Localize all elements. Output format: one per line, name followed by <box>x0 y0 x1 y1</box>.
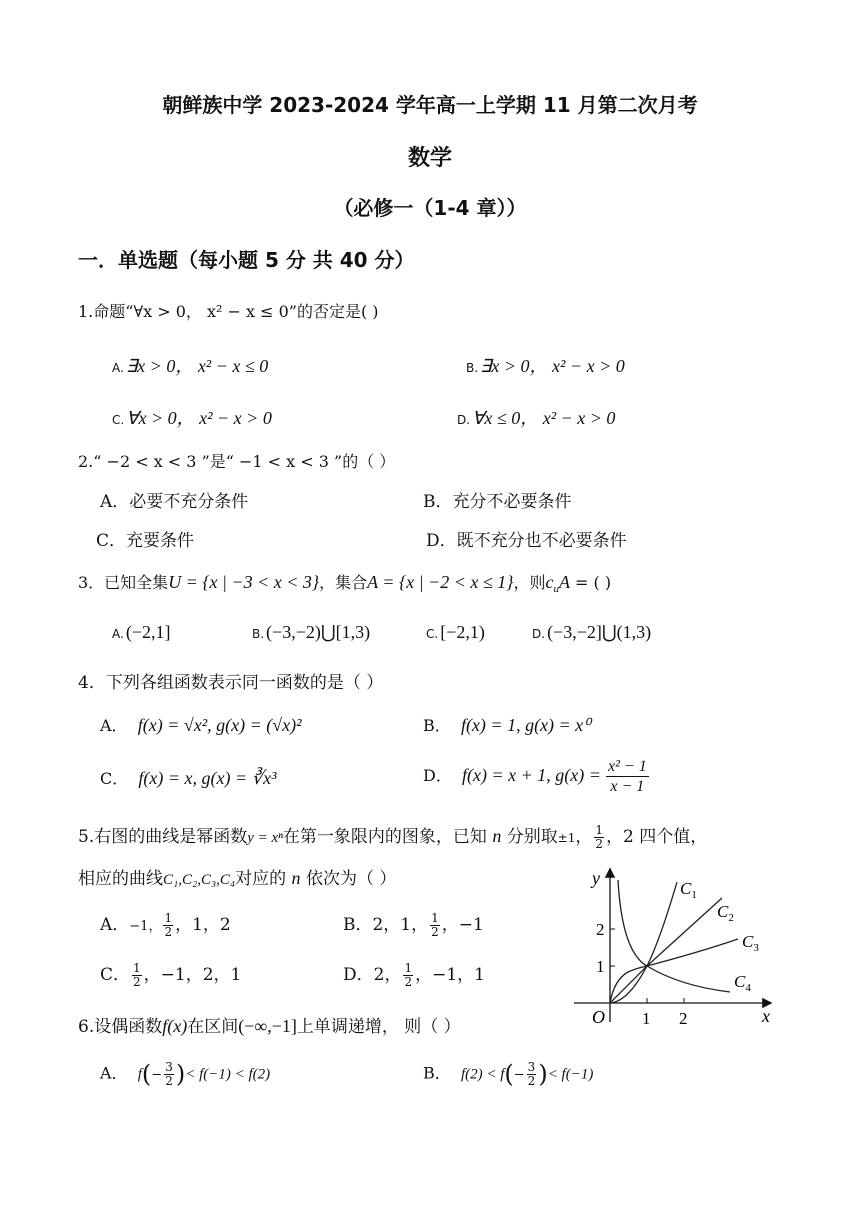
q5-option-a: A．−1， $\frac{1}{2}$ ，1，2 <box>100 911 231 939</box>
q3-option-c: C. [−2,1) <box>426 622 485 642</box>
q2-option-a: A．必要不充分条件 <box>100 492 249 512</box>
q2-option-b: B．充分不必要条件 <box>423 492 572 512</box>
q1-option-d: D. ∀x ≤ 0， x² − x > 0 <box>457 408 616 428</box>
q6-stem: 6.设偶函数f(x)在区间(−∞,−1]上单调递增， 则（ ） <box>78 1016 461 1037</box>
q2-option-d: D．既不充分也不必要条件 <box>426 531 627 551</box>
q1-option-c: C. ∀x > 0， x² − x > 0 <box>112 408 272 428</box>
q2-option-c: C．充要条件 <box>96 531 195 551</box>
q4-option-a: A． f(x) = √x², g(x) = (√x)² <box>100 715 302 735</box>
q5-stem-line1: 5.右图的曲线是幂函数y = xⁿ在第一象限内的图象，已知 n 分别取±1， $\frac{1}{2}$ ，2 四个值， <box>78 823 708 851</box>
q4-stem: 4．下列各组函数表示同一函数的是（ ） <box>78 673 384 693</box>
scope-title: （必修一（1-4 章）） <box>333 196 527 220</box>
q3-option-b: B. (−3,−2)⋃[1,3) <box>252 622 371 642</box>
x-label: x <box>762 1006 770 1026</box>
curve-c2 <box>610 898 722 1003</box>
curve-c4 <box>618 880 730 992</box>
q4-option-d: D． f(x) = x + 1, g(x) = $\frac{\text{x² − 1}}{x - 1}$ <box>423 758 647 795</box>
c2-label: $C_2$ <box>717 902 734 924</box>
exam-title: 朝鲜族中学 2023-2024 学年高一上学期 11 月第二次月考 <box>162 93 698 117</box>
y-tick-2: 2 <box>596 920 605 939</box>
q4-option-c: C． f(x) = x, g(x) = ∛x³ <box>100 768 277 788</box>
q2-stem: 2.“ −2 < x < 3 ”是“ −1 < x < 3 ”的（ ） <box>78 452 396 471</box>
x-tick-2: 2 <box>679 1009 688 1028</box>
subject-title: 数学 <box>407 146 452 171</box>
q4-option-b: B． f(x) = 1, g(x) = x⁰ <box>423 715 591 735</box>
y-label: y <box>592 868 600 888</box>
curve-c3 <box>610 939 738 1003</box>
c1-label: $C_1$ <box>680 879 697 901</box>
q1-option-b: B. ∃x > 0， x² − x > 0 <box>466 356 625 376</box>
q5-option-b: B．2，1， $\frac{1}{2}$ ，−1 <box>343 911 484 939</box>
c3-label: $C_3$ <box>742 932 759 954</box>
q6-option-b: B． f(2) < f(− $\frac{3}{2}$ )< f(−1) <box>423 1059 594 1088</box>
q5-option-d: D．2， $\frac{1}{2}$ ，−1，1 <box>343 961 485 989</box>
c4-label: $C_4$ <box>734 972 751 994</box>
q3-stem: 3．已知全集U = {x | −3 < x < 3}，集合A = {x | −2 < x ≤ 1}，则$c_uA$ = ( ) <box>78 572 612 596</box>
q3-option-d: D. (−3,−2]⋃(1,3) <box>532 622 652 642</box>
origin-label: O <box>592 1007 605 1027</box>
q5-option-c: C． $\frac{1}{2}$ ，−1，2，1 <box>100 961 242 989</box>
power-function-graph <box>570 862 790 1032</box>
q5-stem-line2: 相应的曲线C₁,C₂,C₃,C₄对应的 n 依次为（ ） <box>78 868 397 889</box>
section-heading: 一．单选题（每小题 5 分 共 40 分） <box>78 248 415 272</box>
x-tick-1: 1 <box>642 1009 651 1028</box>
q6-option-a: A． f(− $\frac{3}{2}$ )< f(−1) < f(2) <box>100 1059 271 1088</box>
q1-stem: 1.命题“∀x > 0， x² − x ≤ 0”的否定是( ) <box>78 302 379 321</box>
q3-option-a: A. (−2,1] <box>112 622 171 642</box>
y-tick-1: 1 <box>596 957 605 976</box>
q1-option-a: A. ∃x > 0， x² − x ≤ 0 <box>112 356 269 376</box>
